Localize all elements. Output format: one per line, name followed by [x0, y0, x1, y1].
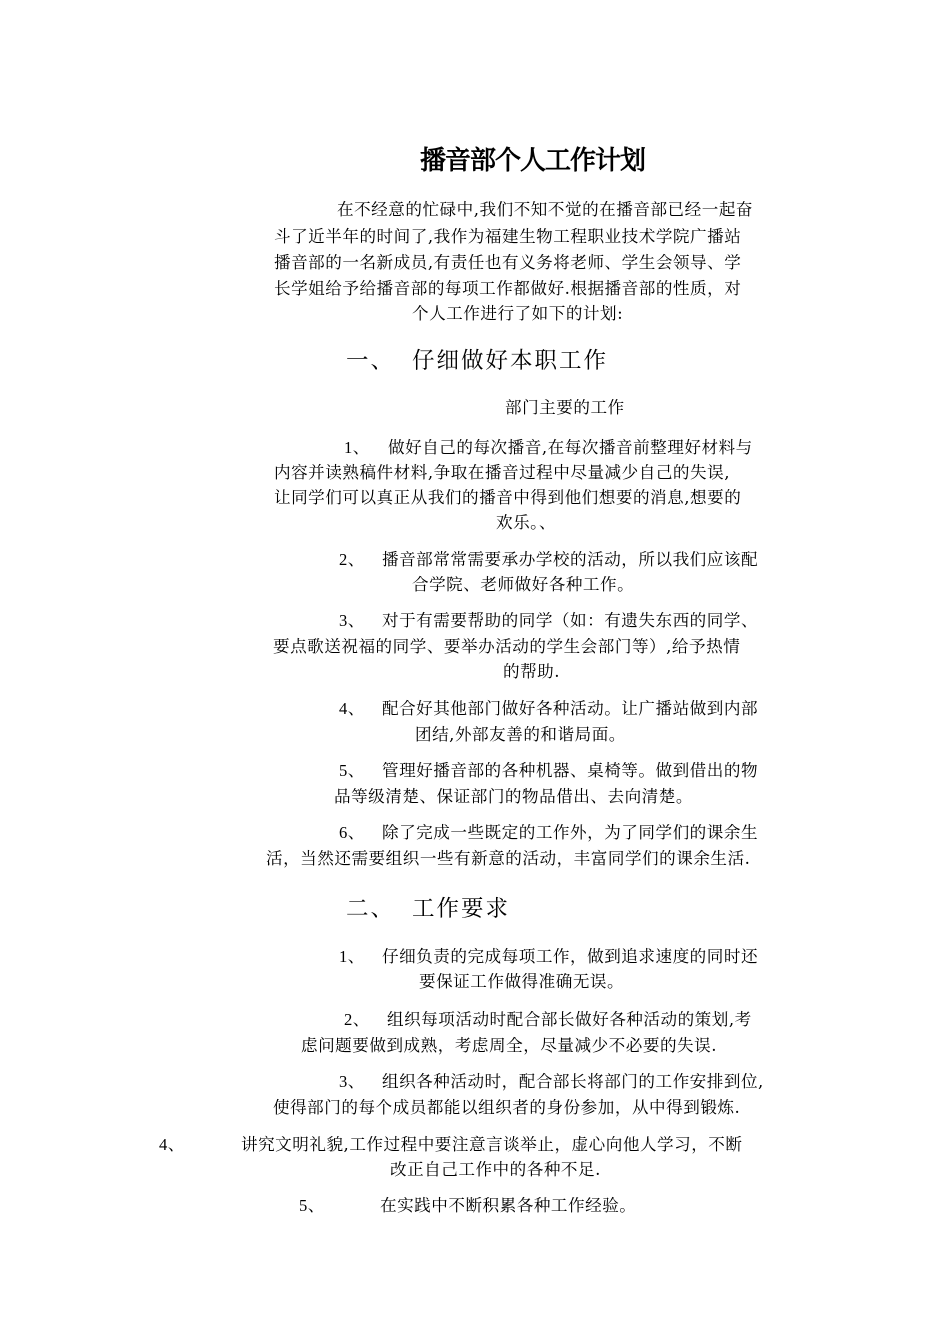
intro-line: 播音部的一名新成员,有责任也有义务将老师、学生会领导、学: [274, 253, 742, 272]
item-line: 的帮助.: [503, 662, 561, 681]
item-line: 活，当然还需要组织一些有新意的活动，丰富同学们的课余生活.: [266, 849, 751, 868]
item-line: 做好自己的每次播音,在每次播音前整理好材料与: [388, 438, 753, 457]
item-line: 组织各种活动时，配合部长将部门的工作安排到位,: [382, 1072, 764, 1091]
section-subtitle: 部门主要的工作: [505, 398, 625, 417]
item-line: 改正自己工作中的各种不足.: [390, 1160, 601, 1179]
item-line: 使得部门的每个成员都能以组织者的身份参加，从中得到锻炼.: [273, 1098, 741, 1117]
item-number: 2、: [339, 550, 365, 569]
item-line: 要点歌送祝福的同学、要举办活动的学生会部门等）,给予热情: [273, 637, 741, 656]
item-line: 欢乐。、: [496, 513, 557, 532]
item-line: 内容并读熟稿件材料,争取在播音过程中尽量减少自己的失误,: [274, 463, 730, 482]
section-heading: 工作要求: [412, 896, 511, 922]
item-number: 3、: [339, 611, 365, 630]
section-number: 二、: [346, 896, 396, 922]
item-number: 4、: [159, 1135, 185, 1154]
intro-line: 斗了近半年的时间了,我作为福建生物工程职业技术学院广播站: [274, 227, 742, 246]
item-line: 品等级清楚、保证部门的物品借出、去向清楚。: [334, 787, 693, 806]
item-line: 对于有需要帮助的同学（如：有遗失东西的同学、: [382, 611, 759, 630]
item-number: 5、: [299, 1196, 325, 1215]
item-line: 配合好其他部门做好各种活动。让广播站做到内部: [382, 699, 759, 718]
intro-line: 长学姐给予给播音部的每项工作都做好.根据播音部的性质，对: [274, 279, 742, 298]
item-line: 团结,外部友善的和谐局面。: [415, 725, 626, 744]
item-line: 组织每项活动时配合部长做好各种活动的策划,考: [387, 1010, 752, 1029]
intro-line: 个人工作进行了如下的计划:: [412, 304, 624, 323]
item-line: 虑问题要做到成熟，考虑周全，尽量减少不必要的失误.: [301, 1036, 718, 1055]
item-line: 除了完成一些既定的工作外，为了同学们的课余生: [382, 823, 759, 842]
section-number: 一、: [346, 348, 396, 374]
item-number: 2、: [344, 1010, 370, 1029]
item-line: 管理好播音部的各种机器、桌椅等。做到借出的物: [382, 761, 759, 780]
item-number: 1、: [339, 947, 365, 966]
item-number: 4、: [339, 699, 365, 718]
item-line: 播音部常常需要承办学校的活动，所以我们应该配: [382, 550, 759, 569]
page-title: 播音部个人工作计划: [420, 146, 646, 176]
item-line: 合学院、老师做好各种工作。: [412, 575, 635, 594]
item-number: 3、: [339, 1072, 365, 1091]
item-number: 5、: [339, 761, 365, 780]
intro-line: 在不经意的忙碌中,我们不知不觉的在播音部已经一起奋: [337, 200, 754, 219]
item-line: 仔细负责的完成每项工作，做到追求速度的同时还: [382, 947, 759, 966]
item-line: 让同学们可以真正从我们的播音中得到他们想要的消息,想要的: [274, 488, 742, 507]
item-line: 要保证工作做得准确无误。: [419, 972, 625, 991]
item-line: 讲究文明礼貌,工作过程中要注意言谈举止，虚心向他人学习，不断: [241, 1135, 743, 1154]
item-number: 1、: [344, 438, 370, 457]
item-line: 在实践中不断积累各种工作经验。: [380, 1196, 637, 1215]
item-number: 6、: [339, 823, 365, 842]
section-heading: 仔细做好本职工作: [412, 348, 609, 374]
